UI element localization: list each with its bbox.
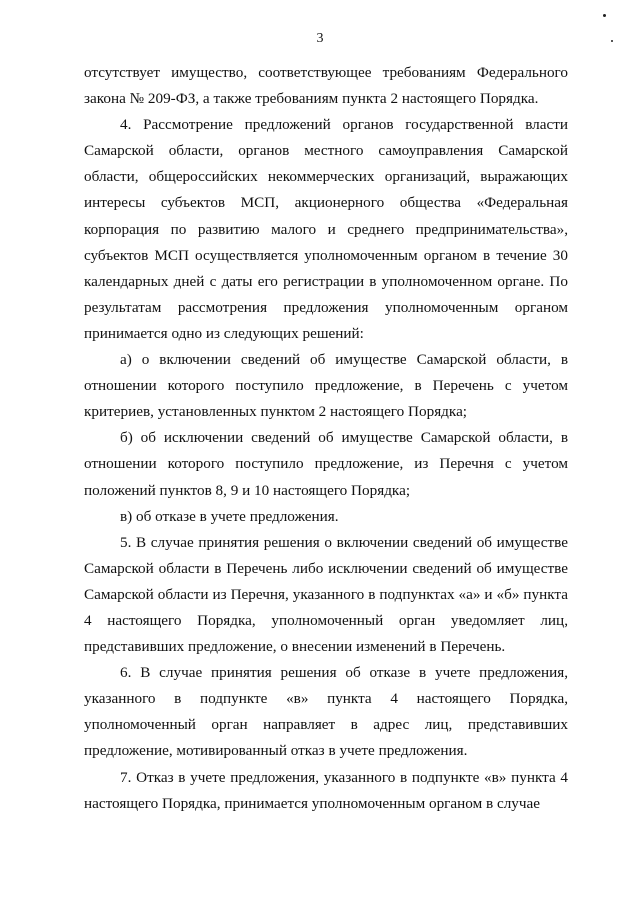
paragraph-subitem-v: в) об отказе в учете предложения. xyxy=(120,507,339,525)
page-number: 3 xyxy=(316,31,324,46)
paragraph-item-4: 4. Рассмотрение предложений органов государственной власти Самарской области, органов местного самоуправления Самарской области, общероссийских некоммерческих организаций, выражающих интересы субъектов МСП, акционерного общества «Федеральная корпорация по развитию малого и среднего предпринимательства», субъектов МСП осуществляется уполномоченным органом в течение 30 календарных дней с даты его регистрации в уполномоченном органе. По результатам рассмотрения предложения уполномоченным органом принимается одно из следующих решений: xyxy=(84,116,568,342)
paragraph-continuation: отсутствует имущество, соответствующее требованиям Федерального закона № 209-ФЗ, а также требованиям пункта 2 настоящего Порядка. xyxy=(84,64,568,108)
paragraph-item-7: 7. Отказ в учете предложения, указанного в подпункте «в» пункта 4 настоящего Порядка, принимается уполномоченным органом в случае xyxy=(84,768,568,812)
paragraph-item-6: 6. В случае принятия решения об отказе в учете предложения, указанного в подпункте «в» пункта 4 настоящего Порядка, уполномоченный орган направляет в адрес лиц, представивших предложение, мотивированный отказ в учете предложения. xyxy=(84,664,568,760)
document-body xyxy=(84,60,568,817)
scan-artifact xyxy=(603,14,606,17)
paragraph-subitem-a: а) о включении сведений об имуществе Самарской области, в отношении которого поступило предложение, в Перечень с учетом критериев, установленных пунктом 2 настоящего Порядка; xyxy=(84,351,568,421)
paragraph-subitem-b: б) об исключении сведений об имуществе Самарской области, в отношении которого поступило предложение, из Перечня с учетом положений пунктов 8, 9 и 10 настоящего Порядка; xyxy=(84,429,568,499)
paragraph-item-5: 5. В случае принятия решения о включении сведений об имуществе Самарской области в Перечень либо исключении сведений об имуществе Самарской области из Перечня, указанного в подпунктах «а» и «б» пункта 4 настоящего Порядка, уполномоченный орган уведомляет лиц, представивших предложение, о внесении изменений в Перечень. xyxy=(84,533,568,656)
